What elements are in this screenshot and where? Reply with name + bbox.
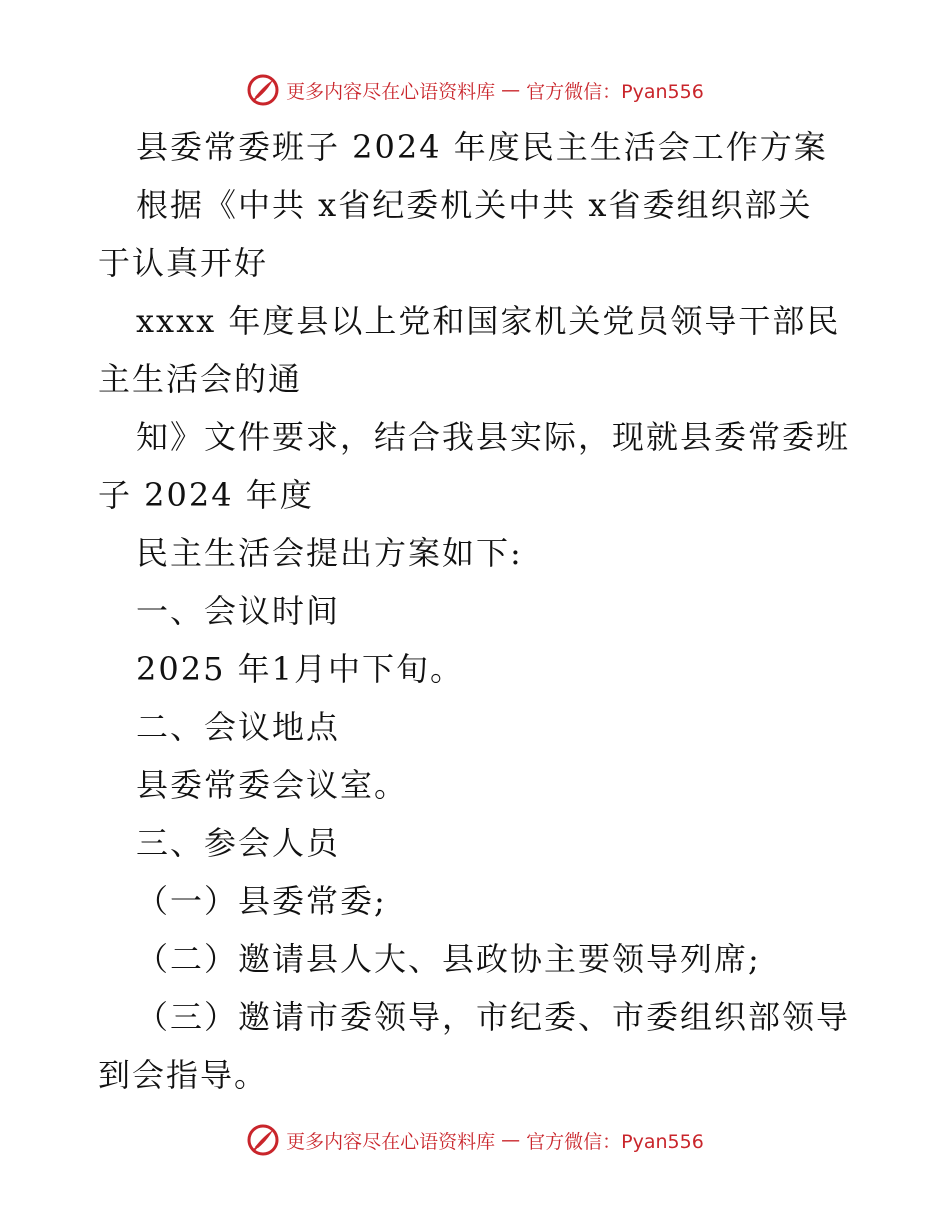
watermark-dash: —	[501, 79, 521, 101]
document-title: 县委常委班子 2024 年度民主生活会工作方案	[136, 128, 828, 166]
paragraph-line: 主生活会的通	[98, 360, 303, 398]
header-watermark	[0, 70, 950, 110]
paragraph-line: 2025 年1月中下旬。	[136, 650, 464, 688]
footer-watermark	[0, 1120, 950, 1160]
quill-logo-icon	[246, 73, 280, 107]
watermark-site-text: 更多内容尽在心语资料库	[286, 1130, 496, 1153]
paragraph-line: 知》文件要求，结合我县实际，现就县委常委班	[136, 418, 851, 456]
watermark-dash: —	[501, 1129, 521, 1151]
paragraph-line: 民主生活会提出方案如下:	[136, 534, 523, 572]
section-heading: 二、会议地点	[136, 708, 341, 746]
paragraph-line: 子 2024 年度	[98, 476, 314, 514]
watermark-wechat-text: 官方微信：Pyan556	[526, 1130, 704, 1153]
paragraph-line: 于认真开好	[98, 244, 269, 282]
watermark-site-text: 更多内容尽在心语资料库	[286, 80, 496, 103]
paragraph-line: 县委常委会议室。	[136, 766, 409, 804]
list-item: （二）邀请县人大、县政协主要领导列席;	[136, 940, 761, 978]
watermark-wechat-text: 官方微信：Pyan556	[526, 80, 704, 103]
document-body	[98, 118, 858, 1104]
paragraph-line: xxxx 年度县以上党和国家机关党员领导干部民	[136, 302, 841, 340]
section-heading: 三、参会人员	[136, 824, 341, 862]
quill-logo-icon	[246, 1123, 280, 1157]
paragraph-line: 根据《中共 x省纪委机关中共 x省委组织部关	[136, 186, 813, 224]
paragraph-line: 到会指导。	[98, 1056, 269, 1094]
section-heading: 一、会议时间	[136, 592, 341, 630]
list-item: （三）邀请市委领导，市纪委、市委组织部领导	[136, 998, 851, 1036]
list-item: （一）县委常委;	[136, 882, 387, 920]
